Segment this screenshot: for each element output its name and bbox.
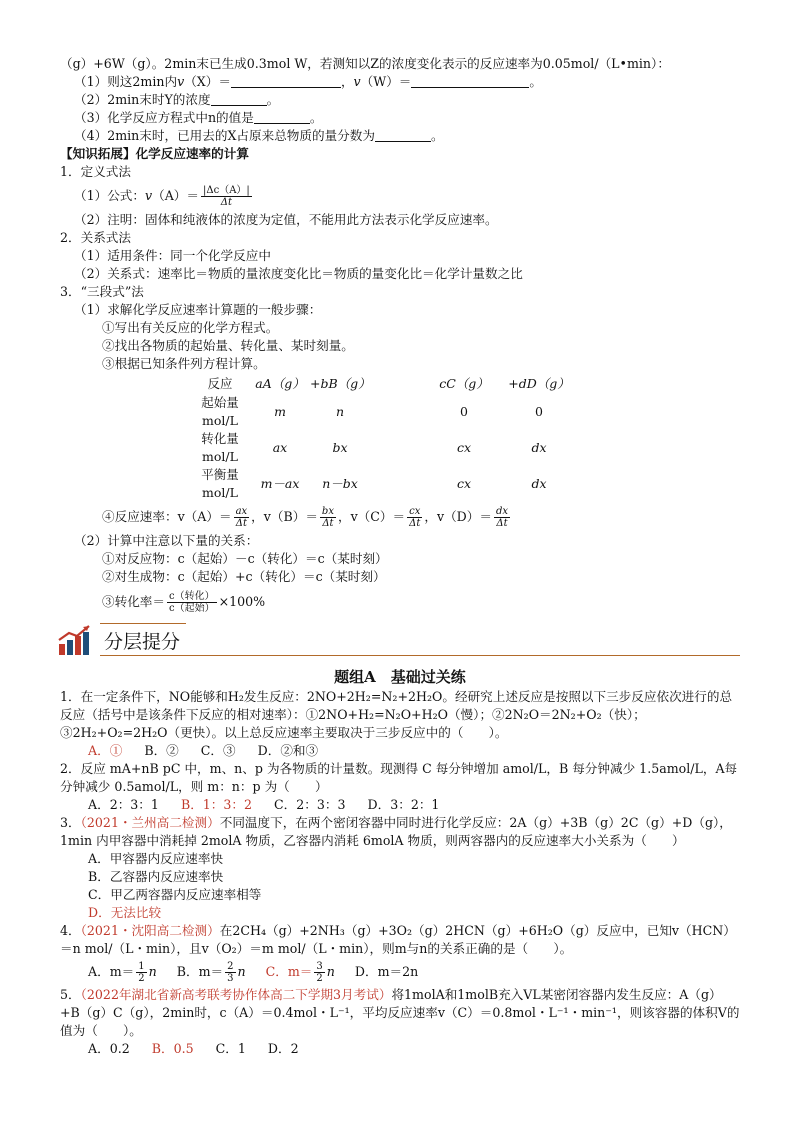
rate-sep: ， <box>337 509 351 524</box>
table-cell: ax <box>272 440 288 455</box>
fraction-numerator: 1 <box>138 960 145 972</box>
fraction-denominator: c（起始） <box>168 602 215 614</box>
rate-b-label: v（B）＝ <box>263 509 318 524</box>
table-cell: cx <box>456 440 472 455</box>
question-2-options <box>60 796 740 814</box>
group-title: 题组A 基础过关练 <box>334 668 466 686</box>
question-2 <box>60 760 740 796</box>
option-a[interactable]: A．2：3：1 <box>88 797 159 812</box>
table-cell <box>370 394 434 430</box>
formula-fraction <box>201 185 252 208</box>
answer-blank[interactable] <box>231 74 341 88</box>
option-var: n <box>237 964 246 979</box>
question-2-line <box>60 91 740 109</box>
question-text: 不同温度下，在两个密闭容器中同时进行化学反应：2A（g）+3B（g）2C（g）+D（g），1min 内甲容器中消耗掉 2molA 物质，乙容器内消耗 6molA 物质，则两容器内的反应速率大小关系为（ ） <box>60 815 732 848</box>
table-cell: 反应 <box>207 375 233 391</box>
table-cell: bx <box>332 440 348 455</box>
option-c[interactable]: C．2：3：3 <box>274 797 346 812</box>
option-d[interactable]: D．②和③ <box>257 743 319 758</box>
fraction-numerator: c（转化） <box>168 590 215 602</box>
option-label: D．m＝2n <box>354 964 419 979</box>
option-a[interactable] <box>88 961 157 984</box>
fraction-denominator: Δt <box>322 517 334 529</box>
rate-a-label: v（A）＝ <box>177 509 232 524</box>
q2-label: （2）2min末时Y的浓度 <box>74 92 211 107</box>
fraction-denominator: Δt <box>220 196 233 208</box>
conversion-label: ③转化率＝ <box>102 594 165 609</box>
table-row <box>190 430 584 466</box>
relation-reactant: ①对反应物：c（起始）－c（转化）＝c（某时刻） <box>102 551 388 566</box>
fraction-numerator: cx <box>409 505 421 517</box>
rate-formulas <box>60 502 740 532</box>
definition-note: （2）注明：固体和纯液体的浓度为定值，不能用此方法表示化学反应速率。 <box>74 212 498 227</box>
rate-sep: ， <box>424 509 437 524</box>
table-cell <box>370 373 434 394</box>
option-fraction <box>314 961 324 984</box>
q1-v2: v <box>353 74 361 89</box>
q4-end: 。 <box>430 128 444 143</box>
section-3-item-1: （1）求解化学反应速率计算题的一般步骤： <box>74 302 322 317</box>
question-1-options <box>60 742 740 760</box>
table-row <box>190 394 584 430</box>
banner-top-rule <box>100 623 186 624</box>
option-fraction <box>136 961 146 984</box>
question-3-line <box>60 109 740 127</box>
q1-w: （W）＝ <box>360 74 412 89</box>
step-2: ②找出各物质的起始量、转化量、某时刻量。 <box>102 338 354 353</box>
table-cell: 转化量 mol/L <box>201 431 239 464</box>
q1-sep: ， <box>340 74 354 89</box>
section-2-item-1: （1）适用条件：同一个化学反应中 <box>74 248 271 263</box>
question-4: 4．（2021・沈阳高二检测）在2CH₄（g）+2NH₃（g）+3O₂（g）2HCN（g）+6H₂O（g）反应中，已知v（HCN）＝n mol/（L・min），且v（O₂）＝m mol/（L・min），则m与n的关系正确的是（ ）。 <box>60 923 736 956</box>
table-cell: n <box>335 404 345 419</box>
q1-v: v <box>177 74 185 89</box>
table-cell: n－bx <box>322 476 358 491</box>
worksheet-page <box>60 55 740 1058</box>
table-cell: cC（g） <box>439 375 489 391</box>
table-cell: m－ax <box>260 476 300 491</box>
rate-sep: ， <box>251 509 264 524</box>
fraction-denominator: Δt <box>409 517 421 529</box>
table-cell <box>370 430 434 466</box>
question-source: （2021・沈阳高二检测） <box>80 923 220 938</box>
q1-end: 。 <box>529 74 542 89</box>
q1-x: （X）＝ <box>184 74 231 89</box>
answer-blank[interactable] <box>211 92 267 106</box>
table-cell: 起始量 mol/L <box>201 395 239 428</box>
table-cell: +bB（g） <box>310 375 371 391</box>
question-1 <box>60 688 740 742</box>
table-cell: cx <box>456 476 472 491</box>
question-text: 在2CH₄（g）+2NH₃（g）+3O₂（g）2HCN（g）+6H₂O（g）反应中，已知v（HCN）＝n mol/（L・min），且v（O₂）＝m mol/（L・min），则m与n的关系正确的是（ ）。 <box>60 923 736 956</box>
question-4-options <box>60 958 740 986</box>
table-cell: 平衡量 mol/L <box>201 467 239 500</box>
rate-label: ④反应速率： <box>102 509 178 524</box>
section-3-title: 3．“三段式”法 <box>60 284 144 299</box>
formula-label: （1）公式： <box>74 188 145 203</box>
option-c[interactable]: C．③ <box>200 743 236 758</box>
table-cell <box>370 466 434 502</box>
q3-end: 。 <box>309 110 323 125</box>
fraction-numerator: bx <box>321 505 334 517</box>
question-5: 5．（2022年湖北省新高考联考协作体高二下学期3月考试）将1molA和1molB充入VL某密闭容器内发生反应：A（g）+B（g）C（g），2min时，c（A）＝0.4mol・L⁻¹，平均反应速率v（C）＝0.8mol・L⁻¹・min⁻¹，则该容器的体积V的值为（ ）。 <box>60 987 740 1038</box>
relation-product: ②对生成物：c（起始）+c（转化）＝c（某时刻） <box>102 569 386 584</box>
section-2-item-2: （2）关系式：速率比＝物质的量浓度变化比＝物质的量变化比＝化学计量数之比 <box>74 266 523 281</box>
fraction-numerator: 2 <box>227 960 234 972</box>
fraction-numerator: |Δc（A）| <box>203 184 250 196</box>
q1-label: （1）则这2min内 <box>74 74 178 89</box>
question-text: 将1molA和1molB充入VL某密闭容器内发生反应：A（g）+B（g）C（g），2min时，c（A）＝0.4mol・L⁻¹，平均反应速率v（C）＝0.8mol・L⁻¹・min⁻¹，则该容器的体积V的值为（ ）。 <box>60 987 740 1038</box>
table-cell: 0 <box>535 404 543 419</box>
rate-c-fraction <box>407 506 422 529</box>
option-a[interactable]: A．0.2 <box>88 1041 130 1056</box>
rate-c-label: v（C）＝ <box>350 509 406 524</box>
option-var: n <box>326 964 335 979</box>
table-cell: +dD（g） <box>508 375 570 391</box>
conversion-fraction <box>167 591 217 614</box>
section-2-title: 2．关系式法 <box>60 230 131 245</box>
table-cell: m <box>274 404 286 419</box>
question-source: （2021・兰州高二检测） <box>80 815 220 830</box>
option-d[interactable]: D．无法比较 <box>88 905 162 920</box>
fraction-numerator: ax <box>235 505 248 517</box>
option-label: B．m＝ <box>176 964 224 979</box>
option-b[interactable]: B．0.5 <box>151 1041 194 1056</box>
question-source: （2022年湖北省新高考联考协作体高二下学期3月考试） <box>80 987 392 1002</box>
option-label: A．m＝ <box>88 964 135 979</box>
fraction-denominator: 2 <box>138 972 145 984</box>
section-banner <box>60 622 740 662</box>
table-header-row <box>190 373 584 394</box>
three-stage-table <box>190 373 584 502</box>
knowledge-heading: 【知识拓展】化学反应速率的计算 <box>60 146 249 161</box>
option-d[interactable]: D．3：2：1 <box>367 797 440 812</box>
fraction-denominator: 3 <box>227 972 234 984</box>
option-b[interactable]: B．② <box>144 743 179 758</box>
option-fraction <box>225 961 235 984</box>
option-d[interactable]: D．2 <box>267 1041 299 1056</box>
section-1-title: 1．定义式法 <box>60 164 131 179</box>
option-a[interactable]: A．① <box>88 743 123 758</box>
option-b[interactable]: B．1：3：2 <box>180 797 253 812</box>
answer-blank[interactable] <box>254 110 310 124</box>
conversion-post: ×100% <box>218 594 266 609</box>
option-var: n <box>148 964 157 979</box>
rate-b-fraction <box>320 506 336 529</box>
banner-title: 分层提分 <box>104 631 181 653</box>
q2-end: 。 <box>266 92 280 107</box>
table-cell: dx <box>531 476 547 491</box>
fraction-numerator: 3 <box>316 960 323 972</box>
table-cell: 0 <box>460 404 468 419</box>
intro-text: （g）+6W（g）。2min末已生成0.3mol W，若测知以Z的浓度变化表示的反应速率为0.05mol/（L•min）： <box>60 56 670 71</box>
question-5-options <box>60 1040 740 1058</box>
q4-label: （4）2min末时，已用去的X占原来总物质的量分数为 <box>74 128 375 143</box>
banner-rule <box>100 655 740 656</box>
option-a[interactable]: A．甲容器内反应速率快 <box>88 851 224 866</box>
fraction-denominator: 2 <box>316 972 323 984</box>
intro-line <box>60 55 740 73</box>
definition-formula <box>60 181 740 211</box>
option-c[interactable]: C．甲乙两容器内反应速率相等 <box>88 887 262 902</box>
option-c[interactable]: C．1 <box>215 1041 246 1056</box>
rate-d-fraction <box>494 506 510 529</box>
answer-blank[interactable] <box>375 128 431 142</box>
option-d[interactable] <box>355 963 418 981</box>
answer-blank[interactable] <box>411 74 529 88</box>
option-c[interactable] <box>266 961 335 984</box>
question-text: 1．在一定条件下，NO能够和H₂发生反应：2NO+2H₂=N₂+2H₂O。经研究上述反应是按照以下三步反应依次进行的总反应（括号中是该条件下反应的相对速率）：①2NO+H₂=N₂O+H₂O（慢）；②2N₂O＝2N₂+O₂（快）；③2H₂+O₂=2H₂O（更快）。以上总反应速率主要取决于三步反应中的（ ）。 <box>60 689 733 740</box>
option-label: C．m＝ <box>265 964 313 979</box>
table-cell: aA（g） <box>255 375 305 391</box>
fraction-denominator: Δt <box>235 517 247 529</box>
formula-v: v <box>144 188 153 203</box>
step-3: ③根据已知条件列方程计算。 <box>102 356 266 371</box>
question-3: 3．（2021・兰州高二检测）不同温度下，在两个密闭容器中同时进行化学反应：2A（g）+3B（g）2C（g）+D（g），1min 内甲容器中消耗掉 2molA 物质，乙容器内消耗 6molA 物质，则两容器内的反应速率大小关系为（ ） <box>60 815 732 848</box>
table-row <box>190 466 584 502</box>
fraction-numerator: dx <box>495 505 508 517</box>
table-cell: dx <box>531 440 547 455</box>
formula-mid: （A）＝ <box>152 188 199 203</box>
option-b[interactable] <box>177 961 246 984</box>
option-b[interactable]: B．乙容器内反应速率快 <box>88 869 224 884</box>
question-4-line <box>60 127 740 145</box>
rate-d-label: v（D）＝ <box>436 509 492 524</box>
q3-label: （3）化学反应方程式中n的值是 <box>74 110 254 125</box>
fraction-denominator: Δt <box>496 517 508 529</box>
conversion-formula <box>60 586 740 618</box>
section-3-item-2: （2）计算中注意以下量的关系： <box>74 533 259 548</box>
rate-a-fraction <box>234 506 250 529</box>
bar-chart-rising-icon <box>57 624 93 656</box>
step-1: ①写出有关反应的化学方程式。 <box>102 320 279 335</box>
question-1-line <box>60 73 740 91</box>
question-text: 2．反应 mA+nB pC 中，m、n、p 为各物质的计量数。现测得 C 每分钟增加 amol/L，B 每分钟减少 1.5amol/L，A每分钟减少 0.5amol/L，则 m：n：p 为（ ） <box>60 761 738 794</box>
